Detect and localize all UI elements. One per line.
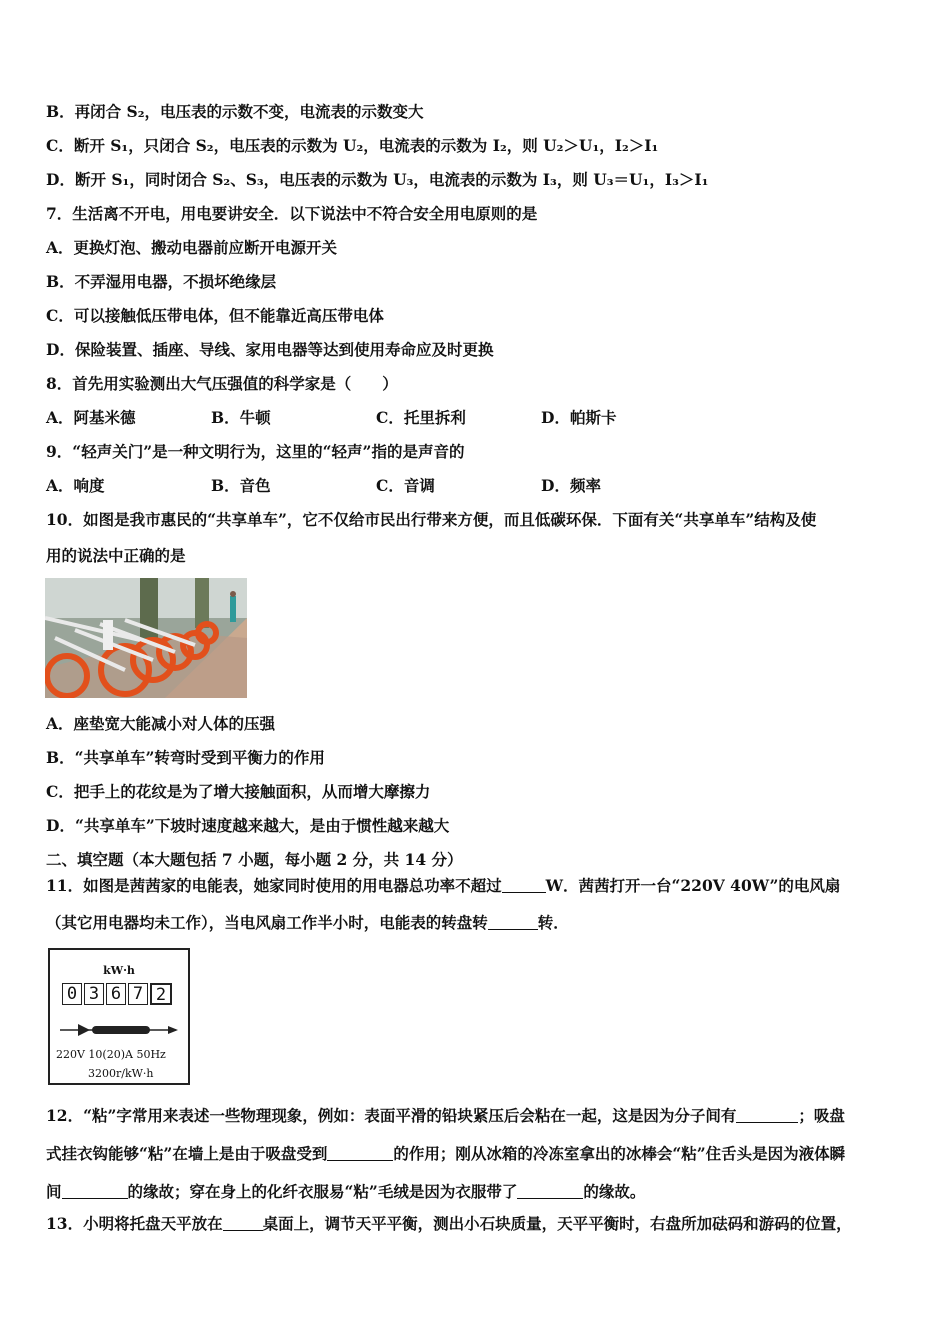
q6-option-c: C．断开 S₁，只闭合 S₂，电压表的示数为 U₂，电流表的示数为 I₂，则 U₂＞U₁，I₂＞I₁ xyxy=(46,136,659,155)
q8-option-a: A．阿基米德 xyxy=(46,408,136,427)
q12-blank-2 xyxy=(327,1145,393,1161)
q8-option-d: D．帕斯卡 xyxy=(541,408,617,427)
q13-line1 xyxy=(46,1214,852,1234)
q10-stem-line2: 用的说法中正确的是 xyxy=(46,546,186,565)
q12-line1 xyxy=(46,1106,845,1126)
shared-bikes-photo xyxy=(45,578,247,698)
q8-options xyxy=(46,408,706,428)
q12-text-5: 间 xyxy=(46,1182,62,1201)
q6-option-b: B．再闭合 S₂，电压表的示数不变，电流表的示数变大 xyxy=(46,102,424,121)
q12-text-1: 12．“粘”字常用来表述一些物理现象，例如：表面平滑的铅块紧压后会粘在一起，这是因为分子间有 xyxy=(46,1106,737,1125)
q11-blank-turns xyxy=(488,914,538,930)
meter-digit: 7 xyxy=(128,983,148,1005)
q10-option-c: C．把手上的花纹是为了增大接触面积，从而增大摩擦力 xyxy=(46,782,431,801)
q11-text-2: W．茜茜打开一台“220V 40W”的电风扇 xyxy=(545,876,841,895)
section-2-heading: 二、填空题（本大题包括 7 小题，每小题 2 分，共 14 分） xyxy=(46,850,463,869)
q12-text-2: ；吸盘 xyxy=(798,1106,845,1125)
q9-stem: 9．“轻声关门”是一种文明行为，这里的“轻声”指的是声音的 xyxy=(46,442,465,461)
q12-blank-4 xyxy=(517,1183,583,1199)
q12-line3 xyxy=(46,1182,645,1202)
meter-digit: 3 xyxy=(84,983,104,1005)
q10-option-d: D．“共享单车”下坡时速度越来越大，是由于惯性越来越大 xyxy=(46,816,450,835)
q10-option-a: A．座垫宽大能减小对人体的压强 xyxy=(46,714,276,733)
q7-option-b: B．不弄湿用电器，不损坏绝缘层 xyxy=(46,272,277,291)
q8-option-b: B．牛顿 xyxy=(211,408,271,427)
q10-option-b: B．“共享单车”转弯时受到平衡力的作用 xyxy=(46,748,325,767)
q9-option-d: D．频率 xyxy=(541,476,601,495)
q9-option-c: C．音调 xyxy=(376,476,435,495)
q7-option-c: C．可以接触低压带电体，但不能靠近高压带电体 xyxy=(46,306,384,325)
q12-blank-3 xyxy=(62,1183,128,1199)
q12-text-3: 式挂衣钩能够“粘”在墙上是由于吸盘受到 xyxy=(46,1144,328,1163)
bike-image xyxy=(45,578,247,698)
q8-stem: 8．首先用实验测出大气压强值的科学家是（ ） xyxy=(46,374,398,393)
q11-text-3: （其它用电器均未工作），当电风扇工作半小时，电能表的转盘转 xyxy=(46,913,488,932)
q9-option-a: A．响度 xyxy=(46,476,105,495)
q11-text-1: 11．如图是茜茜家的电能表，她家同时使用的用电器总功率不超过 xyxy=(46,876,502,895)
q8-option-c: C．托里拆利 xyxy=(376,408,466,427)
q12-text-4: 的作用；刚从冰箱的冷冻室拿出的冰棒会“粘”住舌头是因为液体瞬 xyxy=(393,1144,846,1163)
q7-option-d: D．保险装置、插座、导线、家用电器等达到使用寿命应及时更换 xyxy=(46,340,494,359)
meter-spec: 220V 10(20)A 50Hz xyxy=(56,1048,166,1061)
electricity-meter-figure xyxy=(48,948,190,1085)
q12-blank-1 xyxy=(736,1107,798,1123)
q13-blank-1 xyxy=(223,1215,263,1231)
q12-text-6: 的缘故；穿在身上的化纤衣服易“粘”毛绒是因为衣服带了 xyxy=(127,1182,518,1201)
q12-line2 xyxy=(46,1144,845,1164)
meter-rate: 3200r/kW·h xyxy=(88,1067,154,1080)
q11-line1 xyxy=(46,876,840,896)
q11-text-4: 转． xyxy=(537,913,569,932)
q9-option-b: B．音色 xyxy=(211,476,271,495)
meter-digit: 6 xyxy=(106,983,126,1005)
q7-option-a: A．更换灯泡、搬动电器前应断开电源开关 xyxy=(46,238,338,257)
q13-text-2: 桌面上，调节天平平衡，测出小石块质量，天平平衡时，右盘所加砝码和游码的位置， xyxy=(262,1214,852,1233)
meter-digit-display xyxy=(62,983,174,1005)
q9-options xyxy=(46,476,706,496)
meter-disk-arrow-icon xyxy=(60,1020,180,1040)
q11-line2 xyxy=(46,913,569,933)
q12-text-7: 的缘故。 xyxy=(583,1182,646,1201)
q6-option-d: D．断开 S₁，同时闭合 S₂、S₃，电压表的示数为 U₃，电流表的示数为 I₃，则 U₃＝U₁，I₃＞I₁ xyxy=(46,170,709,189)
q10-stem-line1: 10．如图是我市惠民的“共享单车”，它不仅给市民出行带来方便，而且低碳环保．下面有关“共享单车”结构及使 xyxy=(46,510,817,529)
meter-digit: 0 xyxy=(62,983,82,1005)
meter-digit-decimal: 2 xyxy=(150,983,172,1005)
q11-blank-power xyxy=(502,877,546,893)
q13-text-1: 13．小明将托盘天平放在 xyxy=(46,1214,223,1233)
q7-stem: 7．生活离不开电，用电要讲安全．以下说法中不符合安全用电原则的是 xyxy=(46,204,538,223)
meter-unit-label: kW·h xyxy=(103,964,135,977)
